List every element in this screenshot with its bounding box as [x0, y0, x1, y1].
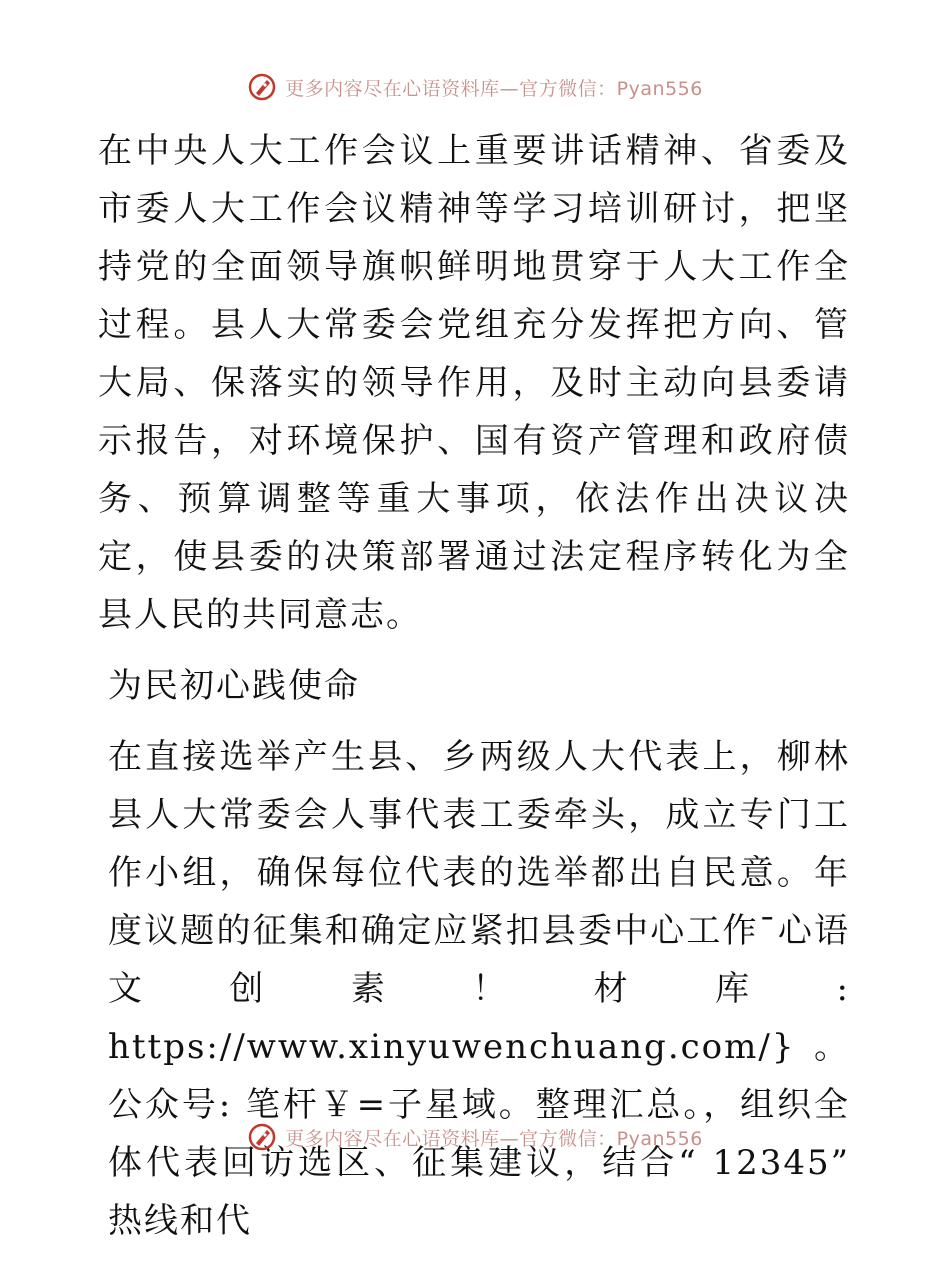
page-header — [0, 72, 950, 102]
paragraph-deputy-election: 在直接选举产生县、乡两级人大代表上，柳林县人大常委会人事代表工委牵头，成立专门工作小组，确保每位代表的选举都出自民意。年度议题的征集和确定应紧扣县委中心工作¯心语文创素！材库: https://www.xinyuwenchuang.com/}。公众号: 笔杆￥=子星域。整理汇总。，组织全体代表回访选区、征集建议，结合“ 12345” 热线和代 — [108, 737, 850, 1241]
pen-nib-logo-icon — [247, 1122, 277, 1152]
document-body — [98, 122, 850, 1263]
pen-nib-logo-icon — [247, 72, 277, 102]
paragraph-party-leadership: 在中央人大工作会议上重要讲话精神、省委及市委人大工作会议精神等学习培训研讨，把坚持党的全面领导旗帜鲜明地贯穿于人大工作全过程。县人大常委会党组充分发挥把方向、管大局、保落实的领导作用，及时主动向县委请示报告，对环境保护、国有资产管理和政府债务、预算调整等重大事项，依法作出决议决定，使县委的决策部署通过法定程序转化为全县人民的共同意志。 — [98, 131, 850, 635]
section-heading: 为民初心践使命 — [108, 666, 360, 706]
footer-banner-text: 更多内容尽在心语资料库—官方微信：Pyan556 — [285, 1127, 703, 1150]
header-banner-text: 更多内容尽在心语资料库—官方微信：Pyan556 — [285, 77, 703, 100]
page-footer — [0, 1122, 950, 1152]
